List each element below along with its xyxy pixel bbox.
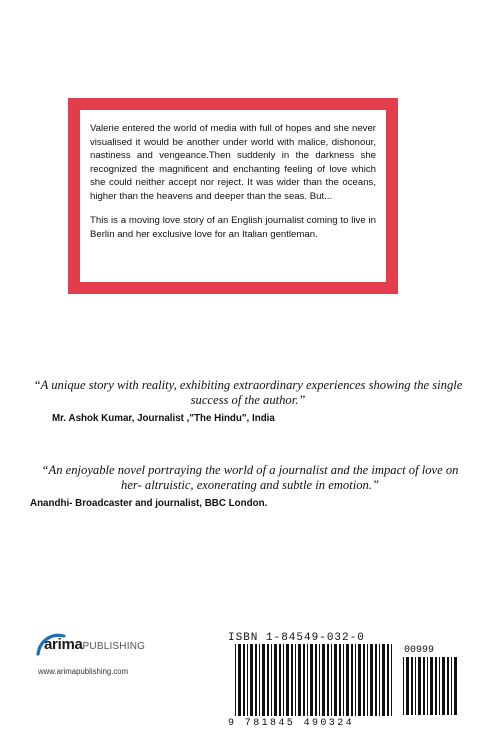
barcode-bar: [430, 657, 433, 715]
review-quote: “A unique story with reality, exhibiting extraordinary experiences showing the single success of the author.”: [33, 378, 463, 407]
ean-digits: 9 781845 490324: [228, 718, 355, 729]
barcode-bar: [310, 644, 313, 716]
isbn-label: ISBN 1-84549-032-0: [228, 632, 365, 644]
barcode-bar: [274, 644, 277, 716]
barcode-bar: [435, 657, 437, 715]
barcode-bar: [415, 657, 416, 715]
price-code: 00999: [404, 645, 435, 656]
blurb-paragraph-1: Valerie entered the world of media with full of hopes and she never visualised it would be another under world with malice, dishonour, nastiness and vengeance.Then suddenly in the darkness she recognized the magnificent and enchanting feeling of love which she could neither accept nor reject. It was wider than the oceans, higher than the heavens and deeper than the seas. But...: [90, 123, 376, 202]
review-2: [30, 463, 470, 509]
barcode-bar: [375, 644, 377, 716]
barcode-bar: [367, 644, 368, 716]
barcode-bar: [334, 644, 337, 716]
barcode-bar: [255, 644, 257, 716]
barcode-bar: [250, 644, 253, 716]
blurb-paragraph-2: This is a moving love story of an English journalist coming to live in Berlin and her exclusive love for an Italian gentleman.: [90, 215, 376, 240]
barcode-bar: [291, 644, 293, 716]
publisher-logo: [36, 632, 156, 658]
review-attribution: Mr. Ashok Kumar, Journalist ,"The Hindu", India: [52, 413, 275, 424]
barcode-bar: [267, 644, 269, 716]
review-quote: “An enjoyable novel portraying the world of a journalist and the impact of love on her- altruistic, exonerating and subtle in emotion.”: [41, 463, 459, 492]
barcode-bar: [243, 644, 245, 716]
publisher-website: www.arimapublishing.com: [38, 667, 129, 676]
barcode-bar: [358, 644, 361, 716]
barcode-bar: [279, 644, 281, 716]
logo-publishing: PUBLISHING: [82, 641, 146, 652]
barcode-bar: [238, 644, 241, 716]
barcode-bar: [283, 644, 284, 716]
logo-wordmark: arima: [44, 636, 83, 653]
addon-barcode: [402, 657, 458, 717]
barcode-bar: [346, 644, 349, 716]
barcode-bar: [406, 657, 409, 715]
barcode-bar: [286, 644, 289, 716]
barcode-bar: [331, 644, 332, 716]
barcode-bar: [391, 644, 392, 716]
barcode-bar: [259, 644, 260, 716]
barcode-bar: [370, 644, 373, 716]
barcode-bar: [355, 644, 356, 716]
ean-barcode: [234, 644, 396, 718]
barcode-bar: [343, 644, 344, 716]
barcode-bar: [442, 657, 445, 715]
barcode-bar: [387, 644, 389, 716]
barcode-bar: [451, 657, 452, 715]
barcode-bar: [427, 657, 428, 715]
barcode-bar: [322, 644, 325, 716]
barcode-bar: [439, 657, 440, 715]
barcode-bar: [307, 644, 308, 716]
barcode-bar: [447, 657, 449, 715]
barcode-bar: [295, 644, 296, 716]
barcode-bar: [418, 657, 421, 715]
barcode-bar: [235, 644, 236, 716]
barcode-bar: [351, 644, 353, 716]
barcode-bar: [271, 644, 272, 716]
barcode-bar: [303, 644, 305, 716]
barcode-bar: [379, 644, 380, 716]
barcode-bar: [315, 644, 317, 716]
barcode-bar: [454, 657, 457, 715]
review-1: [28, 378, 468, 424]
barcode-bar: [327, 644, 329, 716]
barcode-bar: [423, 657, 425, 715]
blurb-box: [80, 110, 386, 282]
barcode-bar: [363, 644, 365, 716]
barcode-bar: [382, 644, 385, 716]
barcode-bar: [411, 657, 413, 715]
barcode-bar: [262, 644, 265, 716]
barcode-bar: [319, 644, 320, 716]
barcode-bar: [298, 644, 301, 716]
barcode-bar: [247, 644, 248, 716]
barcode-bar: [339, 644, 341, 716]
barcode-bar: [403, 657, 404, 715]
review-attribution: Anandhi- Broadcaster and journalist, BBC London.: [30, 498, 268, 509]
